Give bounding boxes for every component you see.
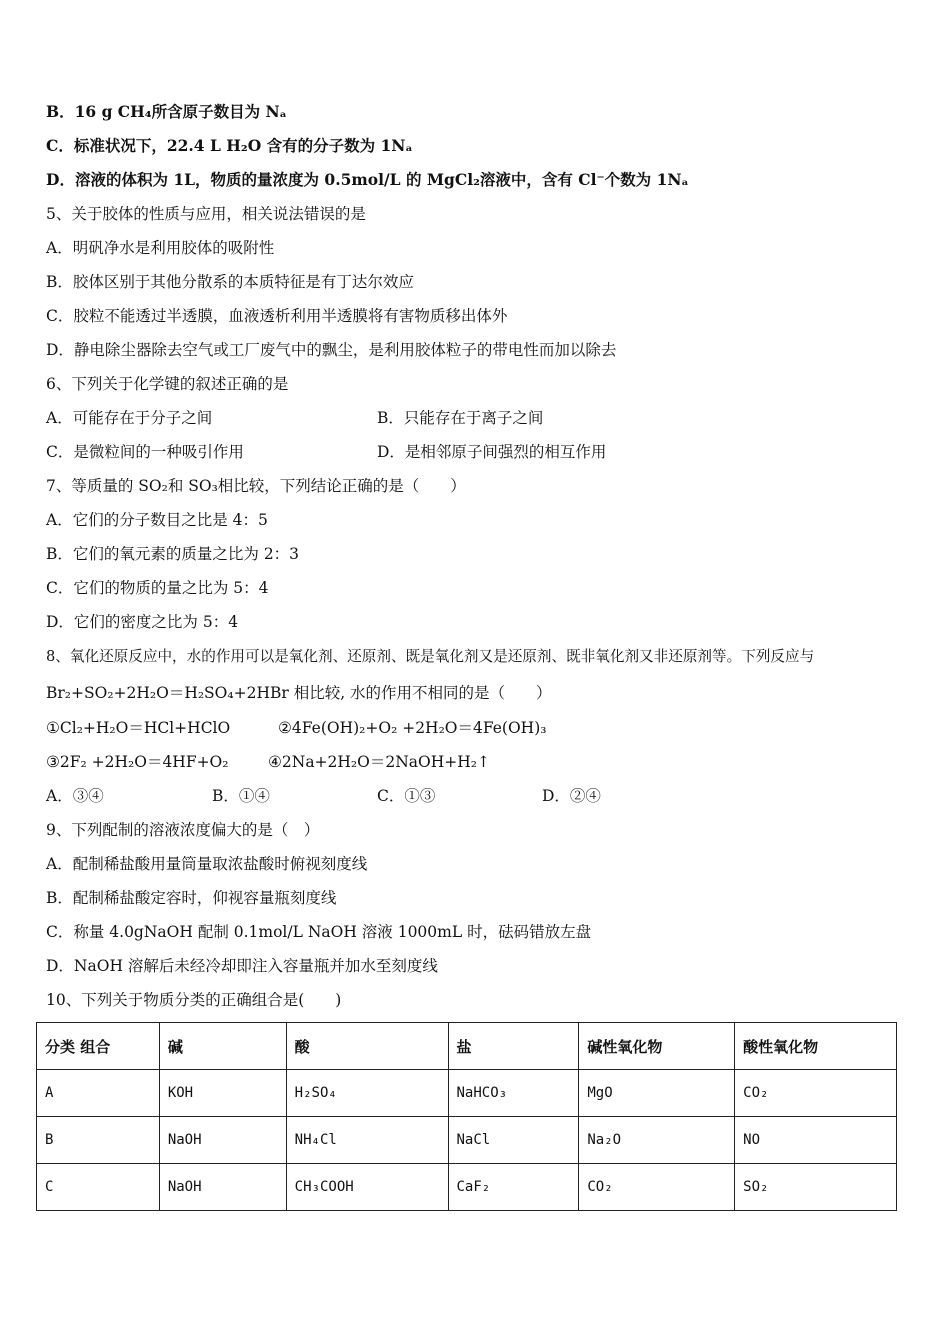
table-cell: KOH — [159, 1070, 286, 1117]
q8-option-c: C．①③ — [377, 787, 436, 805]
table-header-cell: 分类 组合 — [37, 1023, 160, 1070]
q9-option-b: B．配制稀盐酸定容时，仰视容量瓶刻度线 — [46, 889, 337, 907]
q7-option-c: C．它们的物质的量之比为 5：4 — [46, 579, 269, 597]
q9-option-c: C．称量 4.0gNaOH 配制 0.1mol/L NaOH 溶液 1000mL 时，砝码错放左盘 — [46, 923, 592, 941]
q5-option-c: C．胶粒不能透过半透膜，血液透析利用半透膜将有害物质移出体外 — [46, 307, 508, 325]
q7-option-a: A．它们的分子数目之比是 4：5 — [46, 511, 268, 529]
q4-option-b: B．16 g CH₄所含原子数目为 Nₐ — [46, 102, 287, 121]
table-cell: CO₂ — [735, 1070, 897, 1117]
question-10: 10、下列关于物质分类的正确组合是( ) — [46, 991, 342, 1009]
table-cell: NO — [735, 1117, 897, 1164]
table-cell: CaF₂ — [448, 1164, 579, 1211]
q8-option-b: B．①④ — [212, 787, 270, 805]
table-cell: CO₂ — [579, 1164, 735, 1211]
q4-option-c: C．标准状况下，22.4 L H₂O 含有的分子数为 1Nₐ — [46, 136, 413, 155]
q8-reaction-1: ①Cl₂+H₂O＝HCl+HClO — [46, 719, 231, 737]
question-7: 7、等质量的 SO₂和 SO₃相比较，下列结论正确的是（ ） — [46, 477, 466, 495]
table-header-cell: 碱性氧化物 — [579, 1023, 735, 1070]
classification-table — [36, 1022, 897, 1211]
table-header-cell: 酸 — [286, 1023, 448, 1070]
q8-reaction-2: ②4Fe(OH)₂+O₂ +2H₂O＝4Fe(OH)₃ — [278, 719, 547, 737]
q8-reaction-3: ③2F₂ +2H₂O＝4HF+O₂ — [46, 753, 229, 771]
table-cell: NH₄Cl — [286, 1117, 448, 1164]
table-cell: NaOH — [159, 1117, 286, 1164]
table-header-cell: 盐 — [448, 1023, 579, 1070]
question-6: 6、下列关于化学键的叙述正确的是 — [46, 375, 289, 393]
table-header-cell: 碱 — [159, 1023, 286, 1070]
table-cell: A — [37, 1070, 160, 1117]
question-9: 9、下列配制的溶液浓度偏大的是（ ） — [46, 821, 320, 839]
table-row — [37, 1070, 897, 1117]
table-header-cell: 酸性氧化物 — [735, 1023, 897, 1070]
question-8-continued: Br₂+SO₂+2H₂O＝H₂SO₄+2HBr 相比较, 水的作用不相同的是（ ） — [46, 684, 552, 702]
question-8: 8、氧化还原反应中，水的作用可以是氧化剂、还原剂、既是氧化剂又是还原剂、既非氧化剂又非还原剂等。下列反应与 — [46, 648, 815, 665]
q9-option-a: A．配制稀盐酸用量筒量取浓盐酸时俯视刻度线 — [46, 855, 368, 873]
question-5: 5、关于胶体的性质与应用，相关说法错误的是 — [46, 205, 366, 223]
q6-option-c: C．是微粒间的一种吸引作用 — [46, 443, 244, 461]
table-cell: NaHCO₃ — [448, 1070, 579, 1117]
table-cell: Na₂O — [579, 1117, 735, 1164]
table-cell: H₂SO₄ — [286, 1070, 448, 1117]
table-cell: C — [37, 1164, 160, 1211]
q7-option-b: B．它们的氧元素的质量之比为 2：3 — [46, 545, 300, 563]
q5-option-d: D．静电除尘器除去空气或工厂废气中的飘尘，是利用胶体粒子的带电性而加以除去 — [46, 341, 617, 359]
table-cell: NaOH — [159, 1164, 286, 1211]
q5-option-a: A．明矾净水是利用胶体的吸附性 — [46, 239, 275, 257]
q4-option-d: D．溶液的体积为 1L，物质的量浓度为 0.5mol/L 的 MgCl₂溶液中，含有 Cl⁻个数为 1Nₐ — [46, 170, 689, 189]
q6-option-d: D．是相邻原子间强烈的相互作用 — [377, 443, 607, 461]
table-header-row — [37, 1023, 897, 1070]
table-cell: B — [37, 1117, 160, 1164]
table-cell: MgO — [579, 1070, 735, 1117]
q8-option-a: A．③④ — [46, 787, 104, 805]
q8-option-d: D．②④ — [542, 787, 601, 805]
table-row — [37, 1117, 897, 1164]
table-row — [37, 1164, 897, 1211]
q6-option-a: A．可能存在于分子之间 — [46, 409, 213, 427]
table-cell: NaCl — [448, 1117, 579, 1164]
q5-option-b: B．胶体区别于其他分散系的本质特征是有丁达尔效应 — [46, 273, 414, 291]
table-cell: CH₃COOH — [286, 1164, 448, 1211]
q6-option-b: B．只能存在于离子之间 — [377, 409, 544, 427]
table-cell: SO₂ — [735, 1164, 897, 1211]
q8-reaction-4: ④2Na+2H₂O＝2NaOH+H₂↑ — [268, 753, 490, 771]
q9-option-d: D．NaOH 溶解后未经冷却即注入容量瓶并加水至刻度线 — [46, 957, 438, 975]
q7-option-d: D．它们的密度之比为 5：4 — [46, 613, 239, 631]
